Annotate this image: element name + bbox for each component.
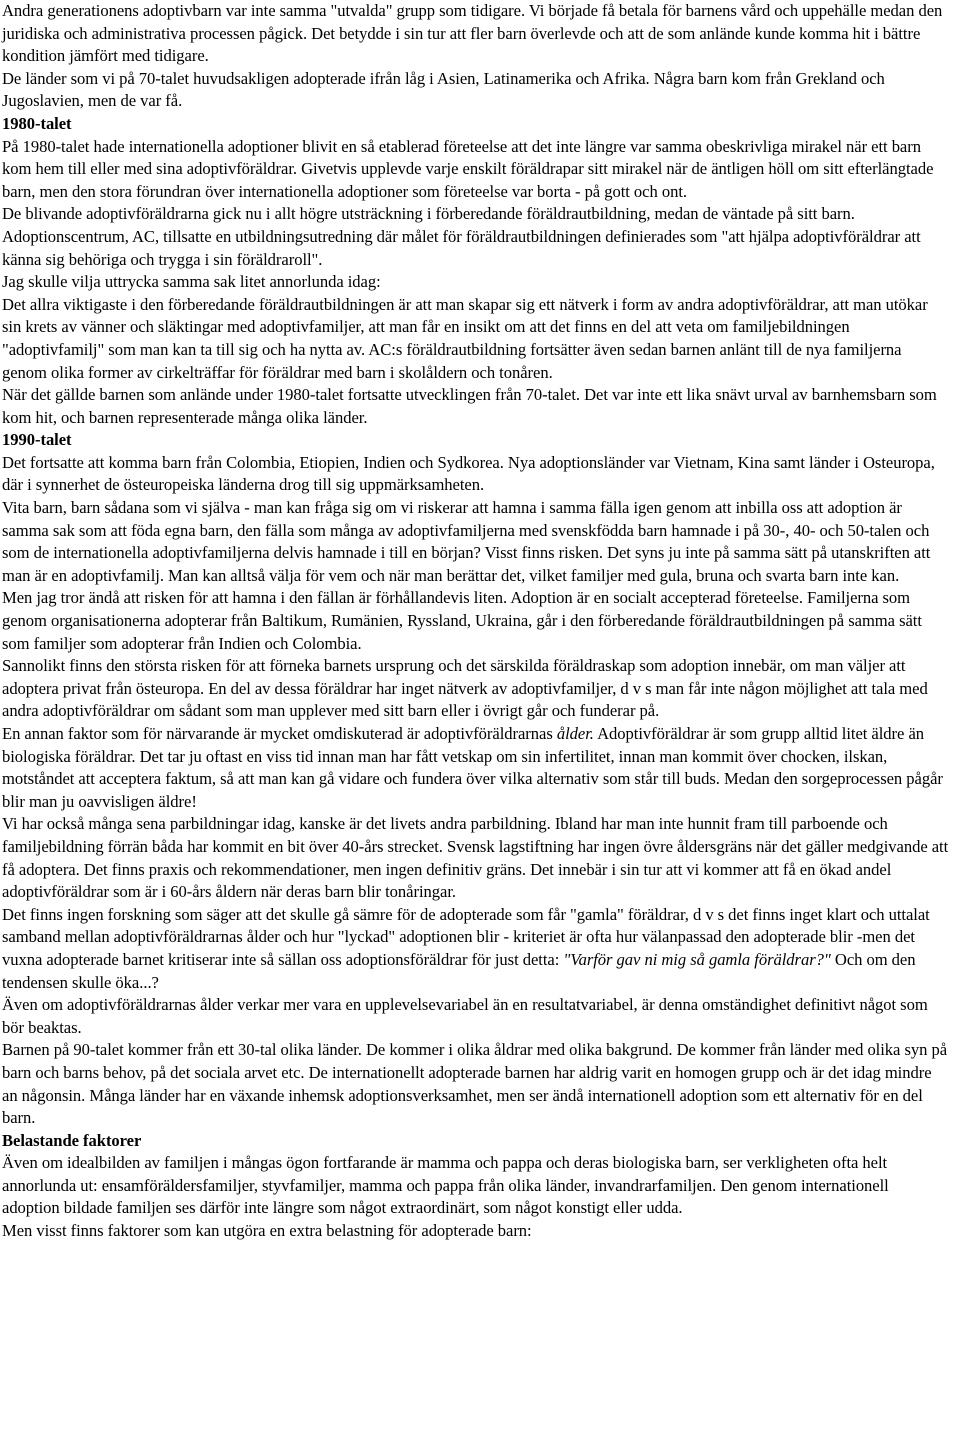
text-run: Det finns ingen forskning som säger att det skulle gå sämre för de adopterade som får "gamla" föräldrar, d v s det finns inget klart och uttalat samband mellan adoptivföräldrarnas ålder och hur "lyckad" adoptionen blir - kriteriet är ofta hur välanpassad den adopterade blir -men det vuxna adopterade barnet kritiserar inte så sällan oss adoptionsföräldrar för just detta: <box>2 904 930 969</box>
paragraph <box>2 203 950 271</box>
text-run: Det fortsatte att komma barn från Colombia, Etiopien, Indien och Sydkorea. Nya adoptionsländer var Vietnam, Kina samt länder i Osteuropa, där i synnerhet de östeuropeiska länderna drog till sig uppmärksamheten. <box>2 452 935 495</box>
paragraph <box>2 271 950 294</box>
text-run: En annan faktor som för närvarande är mycket omdiskuterad är adoptivföräldrarnas <box>2 724 557 743</box>
text-run: Belastande faktorer <box>2 1130 142 1150</box>
paragraph <box>2 1220 950 1243</box>
paragraph <box>2 904 950 994</box>
text-run: Andra generationens adoptivbarn var inte samma "utvalda" grupp som tidigare. Vi började få betala för barnens vård och uppehälle medan den juridiska och administrativa processen pågick. Det betydde i sin tur att fler barn överlevde och att de som anlände kunde komma hit i bättre kondition jämfört med tidigare. <box>2 1 943 66</box>
text-run: Och om den tendensen skulle öka...? <box>2 949 916 992</box>
text-run: Jag skulle vilja uttrycka samma sak litet annorlunda idag: <box>2 272 381 292</box>
text-run: 1990-talet <box>2 430 72 450</box>
paragraph <box>2 0 950 68</box>
text-run: Det allra viktigaste i den förberedande föräldrautbildningen är att man skapar sig ett nätverk i form av andra adoptivföräldrar, att man utökar sin krets av vänner och släktingar med adoptivfamiljer, att man får en insikt om att det finns en del att veta om familjebildningen "adoptivfamilj" som man kan ta till sig och ha nytta av. AC:s föräldrautbildning fortsätter även sedan barnen anlänt till de nya familjerna genom olika former av cirkelträffar för föräldrar med barn i skolåldern och tonåren. <box>2 294 928 382</box>
text-run: När det gällde barnen som anlände under 1980-talet fortsatte utvecklingen från 70-talet. Det var inte ett lika snävt urval av barnhemsbarn som kom hit, och barnen representerade många olika länder. <box>2 385 937 427</box>
paragraph <box>2 497 950 587</box>
text-run: Adoptivföräldrar är som grupp alltid litet äldre än biologiska föräldrar. Det tar ju oftast en viss tid innan man har fått vetskap om sin infertilitet, innan man kommit över chocken, ilskan, motståndet att acceptera faktum, så att man kan gå vidare och fundera över vilka alternativ som står till buds. Medan den sorgeprocessen pågår blir man ju oavvisligen äldre! <box>2 724 943 811</box>
section-heading-belastande-faktorer <box>2 1130 950 1153</box>
text-run: Även om adoptivföräldrarnas ålder verkar mer vara en upplevelsevariabel än en resultatvariabel, är denna omständighet definitivt något som bör beaktas. <box>2 995 928 1037</box>
section-heading-1980 <box>2 113 950 136</box>
text-run: På 1980-talet hade internationella adoptioner blivit en så etablerad företeelse att det inte längre var samma obeskrivliga mirakel när ett barn kom hem till eller med sina adoptivföräldrar. Givetvis upplevde varje enskilt föräldrapar sitt mirakel när de äntligen höll om sitt efterlängtade barn, men den stora förundran över internationella adoptioner som företeelse var borta - på gott och ont. <box>2 136 934 201</box>
paragraph <box>2 723 950 813</box>
italic-text-run: "Varför gav ni mig så gamla föräldrar?" <box>563 949 831 969</box>
text-run: Men visst finns faktorer som kan utgöra en extra belastning för adopterade barn: <box>2 1221 532 1241</box>
paragraph <box>2 1039 950 1129</box>
paragraph <box>2 655 950 723</box>
text-run: De blivande adoptivföräldrarna gick nu i allt högre utsträckning i förberedande föräldrautbildning, medan de väntade på sitt barn. Adoptionscentrum, AC, tillsatte en utbildningsutredning där målet för föräldrautbildningen definierades som "att hjälpa adoptivföräldrar att känna sig behöriga och trygga i sin föräldraroll". <box>2 204 921 269</box>
text-run: Sannolikt finns den största risken för att förneka barnets ursprung och det särskilda föräldraskap som adoption innebär, om man väljer att adoptera privat från östeuropa. En del av dessa föräldrar har inget nätverk av adoptivfamiljer, d v s man får inte någon möjlighet att tala med andra adoptivföräldrar om sådant som man upplever med sitt barn eller i övrigt går och funderar på. <box>2 656 928 721</box>
paragraph <box>2 294 950 384</box>
section-heading-1990 <box>2 429 950 452</box>
text-run: Vita barn, barn sådana som vi själva - man kan fråga sig om vi riskerar att hamna i samma fälla igen genom att inbilla oss att adoption är samma sak som att föda egna barn, den fälla som många av adoptivfamiljerna med svenskfödda barn hamnade i på 30-, 40- och 50-talen och som de internationella adoptivfamiljerna delvis hamnade i till en början? Visst finns risken. Det syns ju inte på samma sätt på utanskriften att man är en adoptivfamilj. Man kan alltså välja för vem och när man berättar det, vilket familjer med gula, bruna och svarta barn inte kan. <box>2 498 931 585</box>
paragraph <box>2 994 950 1039</box>
text-run: De länder som vi på 70-talet huvudsakligen adopterade ifrån låg i Asien, Latinamerika och Afrika. Några barn kom från Grekland och Jugoslavien, men de var få. <box>2 68 885 111</box>
paragraph <box>2 384 950 429</box>
paragraph <box>2 68 950 113</box>
italic-text-run: ålder. <box>556 724 594 743</box>
paragraph <box>2 452 950 497</box>
paragraph <box>2 813 950 903</box>
text-run: Vi har också många sena parbildningar idag, kanske är det livets andra parbildning. Ibland har man inte hunnit fram till parboende och familjebildning förrän båda har kommit en bit över 40-års strecket. Svensk lagstiftning har ingen övre åldersgräns när det gäller medgivande att få adoptera. Det finns praxis och rekommendationer, men ingen definitiv gräns. Det innebär i sin tur att vi kommer att få en ökad andel adoptivföräldrar som är i 60-års åldern när deras barn blir tonåringar. <box>2 814 949 902</box>
paragraph <box>2 136 950 204</box>
paragraph <box>2 1152 950 1220</box>
text-run: Barnen på 90-talet kommer från ett 30-tal olika länder. De kommer i olika åldrar med olika bakgrund. De kommer från länder med olika syn på barn och barns behov, på det sociala arvet etc. De internationellt adopterade barnen har aldrig varit en homogen grupp och är det idag mindre an någonsin. Många länder har en växande inhemsk adoptionsverksamhet, men ser ändå internationell adoption som ett alternativ för en del barn. <box>2 1040 948 1128</box>
text-run: 1980-talet <box>2 113 72 133</box>
paragraph <box>2 587 950 655</box>
text-run: Även om idealbilden av familjen i mångas ögon fortfarande är mamma och pappa och deras biologiska barn, ser verkligheten ofta helt annorlunda ut: ensamföräldersfamiljer, styvfamiljer, mamma och pappa från olika länder, invandrarfamiljen. Den genom internationell adoption bildade familjen ses därför inte längre som något extraordinärt, som något konstigt eller udda. <box>2 1153 889 1218</box>
text-run: Men jag tror ändå att risken för att hamna i den fällan är förhållandevis liten. Adoption är en socialt accepterad företeelse. Familjerna som genom organisationerna adopterar från Baltikum, Rumänien, Ryssland, Ukraina, går i den förberedande föräldrautbildningen på samma sätt som familjer som adopterar från Indien och Colombia. <box>2 588 922 653</box>
